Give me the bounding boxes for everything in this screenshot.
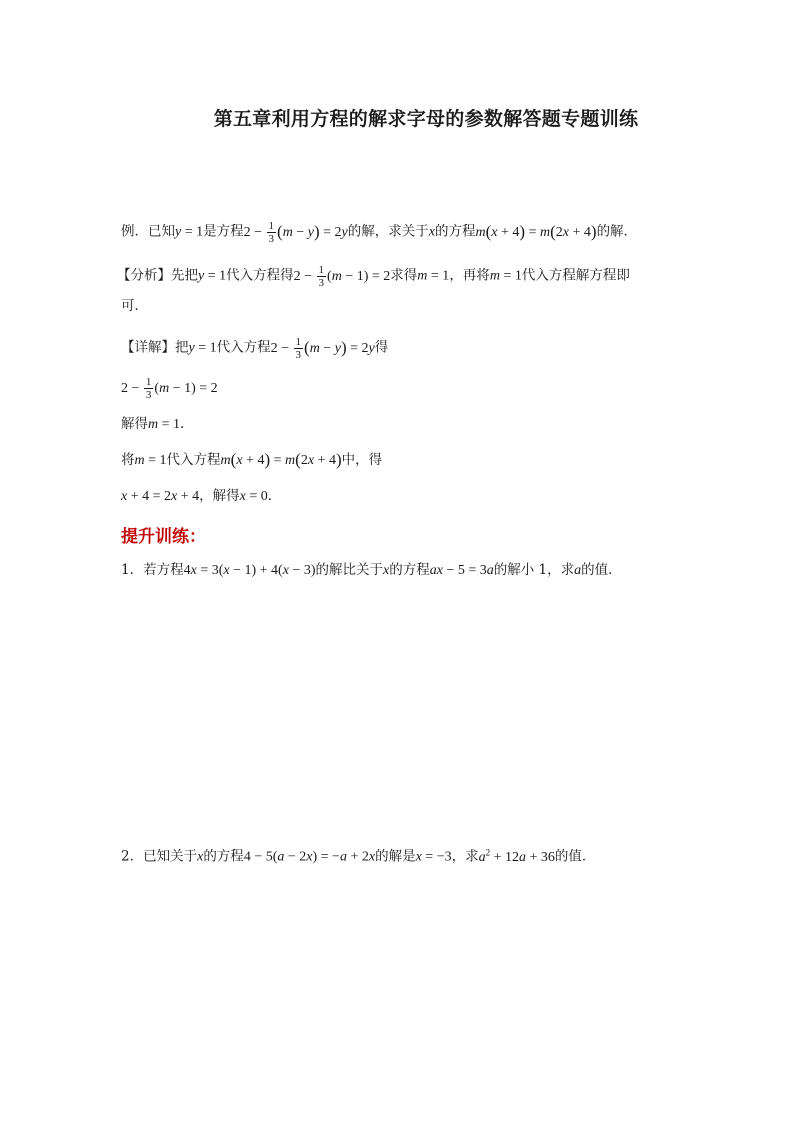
math-equation-1: 2 − $\frac{1}{3}$ (m − y) = 2y (270, 336, 375, 361)
example-prefix: 例．已知 (121, 223, 175, 240)
detail-line-3 (121, 414, 194, 435)
example-suffix: 的解． (596, 223, 638, 240)
math-q1-equation-2: ax − 5 = 3a (429, 563, 494, 578)
detail-sub3: 中，得 (341, 452, 383, 468)
q2-t2: 的解是 (375, 848, 416, 865)
math-m-eq-1: m = 1 (148, 417, 181, 432)
q1-num: 1．若方程 (121, 562, 184, 578)
detail-line-5 (121, 486, 281, 507)
example-line (121, 220, 637, 245)
math-equation-3: 2 − $\frac{1}{3}$ (m − 1) = 2 (121, 376, 218, 401)
q2-t4: 的值． (554, 848, 596, 865)
math-m-eq-1: m = 1 (417, 268, 450, 284)
page-title: 第五章利用方程的解求字母的参数解答题专题训练 (213, 108, 639, 130)
math-equation-4: x + 4 = 2x + 4 (121, 489, 200, 504)
analysis-line (117, 264, 630, 289)
math-x: x (197, 849, 204, 865)
math-x: x (383, 563, 390, 578)
detail-t3: 得 (374, 339, 389, 356)
example-mid1: 是方程 (203, 223, 244, 240)
detail-t1: 把 (175, 339, 189, 356)
analysis-t5: 代入方程解方程即 (521, 267, 630, 284)
detail-sub1: 将 (121, 452, 135, 468)
analysis-t4: ，再将 (449, 267, 490, 284)
q1-t1: 的解比关于 (315, 562, 383, 578)
math-x-eq-neg3: x = −3 (415, 849, 452, 865)
q1-t2: 的方程 (389, 562, 430, 578)
detail-solve-end: ． (180, 416, 194, 432)
question-1 (121, 560, 622, 581)
analysis-t6: 可． (121, 298, 148, 314)
math-y-eq-1: y = 1 (175, 224, 204, 240)
q2-num: 2．已知关于 (121, 848, 198, 865)
math-equation-1: 2 − $\frac{1}{3}$ (m − y) = 2y (243, 220, 348, 245)
math-y-eq-1: y = 1 (188, 340, 217, 356)
math-m-eq-1: m = 1 (489, 268, 522, 284)
example-mid3: 的方程 (434, 223, 476, 240)
math-equation-3: 2 − $\frac{1}{3}$ (m − 1) = 2 (293, 264, 391, 289)
example-mid2: 的解，求关于 (347, 223, 429, 240)
math-q2-equation: 4 − 5(a − 2x) = −a + 2x (243, 849, 376, 865)
math-equation-2: m(x + 4) = m(2x + 4) (475, 221, 597, 241)
detail-label: 【详解】 (121, 339, 175, 356)
detail-line-4 (121, 450, 382, 471)
q2-t1: 的方程 (203, 848, 244, 865)
q1-t4: 的值． (581, 562, 622, 578)
detail-line-2 (121, 376, 218, 401)
analysis-t2: 代入方程得 (226, 267, 294, 284)
detail-t2: 代入方程 (216, 339, 271, 356)
analysis-label: 【分析】 (117, 267, 171, 284)
detail-final-end: ． (267, 488, 282, 504)
math-x: x (428, 224, 435, 240)
detail-final-mid: ，解得 (199, 488, 240, 504)
analysis-t3: 求得 (390, 267, 418, 284)
question-2 (121, 842, 595, 868)
section-title: 提升训练： (121, 527, 206, 547)
math-y-eq-1: y = 1 (198, 268, 227, 284)
q2-t3: ，求 (451, 848, 479, 865)
math-equation-2: m(x + 4) = m(2x + 4) (220, 450, 342, 469)
detail-line-1 (121, 336, 388, 361)
analysis-line-2 (121, 296, 148, 316)
detail-solve-text: 解得 (121, 416, 148, 432)
math-q1-equation-1: 4x = 3(x − 1) + 4(x − 3) (183, 563, 316, 578)
math-x-eq-0: x = 0 (239, 489, 268, 504)
analysis-t1: 先把 (171, 267, 198, 284)
math-q2-expression: $a^2 + 12a + 36$ (478, 847, 555, 865)
q1-t3: 的解小 1，求 (493, 562, 575, 578)
detail-sub2: 代入方程 (166, 452, 221, 468)
math-m-eq-1: m = 1 (134, 453, 167, 468)
math-a: a (574, 563, 582, 578)
